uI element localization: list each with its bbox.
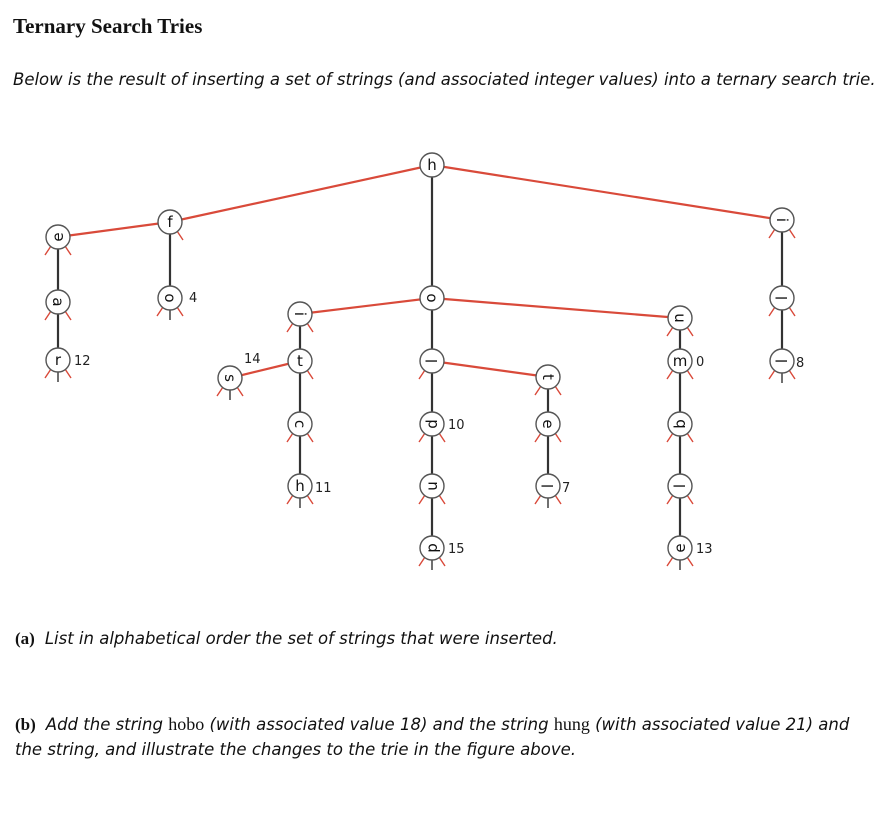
trie-node-i2: [770, 208, 794, 232]
intro-text: Below is the result of inserting a set of strings (and associated integer values) into a ternary search trie.: [13, 70, 876, 89]
trie-edge-f-e: [58, 222, 170, 237]
trie-node-char-f: f: [167, 213, 173, 231]
trie-node-f: [158, 210, 182, 234]
trie-node-char-a: a: [49, 297, 67, 307]
trie-node-char-u2: u: [671, 313, 689, 323]
null-links-f: [177, 231, 183, 240]
trie-node-e2: [536, 412, 560, 436]
trie-nodes: [46, 153, 804, 560]
trie-node-l4: [770, 286, 794, 310]
trie-node-value-l5: 8: [796, 356, 805, 371]
trie-node-d: [420, 412, 465, 436]
trie-node-char-c: c: [291, 419, 309, 429]
question-b-word-hung: hung: [553, 714, 590, 734]
trie-node-o2: [420, 286, 444, 310]
trie-node-value-m: 0: [696, 355, 705, 370]
trie-node-char-d: d: [423, 419, 441, 429]
trie-node-char-h: h: [427, 156, 437, 174]
trie-node-value-o1: 4: [189, 291, 198, 306]
trie-node-char-i1: i: [291, 311, 309, 317]
trie-node-i1: [288, 302, 312, 326]
trie-node-l2: [536, 474, 570, 498]
trie-edge-h-f: [170, 165, 432, 222]
trie-node-o1: [158, 286, 197, 310]
trie-node-e: [46, 225, 70, 249]
trie-node-char-l4: l: [773, 295, 791, 301]
trie-node-char-o2: o: [423, 293, 441, 303]
trie-node-char-m: m: [672, 352, 688, 370]
trie-node-value-l2: 7: [562, 481, 571, 496]
trie-edge-l1-t2: [432, 361, 548, 377]
trie-node-h2: [288, 474, 332, 498]
trie-node-char-e3: e: [671, 543, 689, 553]
trie-node-char-b: b: [671, 419, 689, 429]
trie-node-char-l3: l: [671, 483, 689, 489]
trie-edge-o2-u2: [432, 298, 680, 318]
null-links-l1: [419, 370, 425, 379]
trie-node-t2: [536, 365, 560, 389]
trie-node-l1: [420, 349, 444, 373]
trie-node-char-e2: e: [539, 419, 557, 429]
trie-node-char-r: r: [54, 351, 62, 369]
trie-node-value-s: 14: [244, 352, 261, 367]
trie-node-value-e3: 13: [696, 542, 713, 557]
trie-node-t1: [288, 349, 312, 373]
trie-node-char-i2: i: [773, 217, 791, 223]
question-b: [15, 712, 875, 762]
trie-node-m: [668, 349, 704, 373]
trie-node-l5: [770, 349, 804, 373]
trie-node-e3: [668, 536, 713, 560]
trie-node-char-o1: o: [161, 293, 179, 303]
question-b-tag: (b): [15, 715, 36, 734]
question-a: [15, 626, 558, 651]
question-b-text-1: Add the string: [45, 715, 169, 734]
trie-node-char-l2: l: [539, 483, 557, 489]
trie-node-u1: [420, 474, 444, 498]
trie-null-links: [45, 229, 795, 570]
trie-node-c: [288, 412, 312, 436]
trie-node-value-r: 12: [74, 354, 91, 369]
trie-edge-h-i2: [432, 165, 782, 220]
trie-node-char-h2: h: [295, 477, 305, 495]
question-b-word-hobo: hobo: [168, 714, 205, 734]
trie-node-p: [420, 536, 465, 560]
trie-node-r: [46, 348, 91, 372]
question-b-text-3: (with associated value 21) and the string, and illustrate the changes to the trie in the figure above.: [15, 715, 850, 759]
trie-node-b: [668, 412, 692, 436]
trie-node-char-t1: t: [297, 352, 303, 370]
trie-node-h: [420, 153, 444, 177]
trie-edge-o2-i1: [300, 298, 432, 314]
question-a-tag: (a): [15, 629, 35, 648]
trie-node-u2: [668, 306, 692, 330]
trie-node-a: [46, 290, 70, 314]
trie-node-char-e: e: [49, 232, 67, 242]
trie-node-value-p: 15: [448, 542, 465, 557]
trie-node-char-l5: l: [773, 358, 791, 364]
trie-node-char-l1: l: [423, 358, 441, 364]
trie-node-l3: [668, 474, 692, 498]
trie-node-char-p: p: [423, 543, 441, 553]
page-title: Ternary Search Tries: [13, 14, 203, 38]
question-a-text: List in alphabetical order the set of strings that were inserted.: [44, 629, 558, 648]
trie-node-value-d: 10: [448, 418, 465, 433]
trie-node-char-u1: u: [423, 481, 441, 491]
trie-node-char-s: s: [221, 374, 239, 382]
trie-node-char-t2: t: [539, 374, 557, 380]
trie-node-value-h2: 11: [315, 481, 332, 496]
null-links-t1: [307, 370, 313, 379]
question-b-text-2: (with associated value 18) and the string: [204, 715, 554, 734]
